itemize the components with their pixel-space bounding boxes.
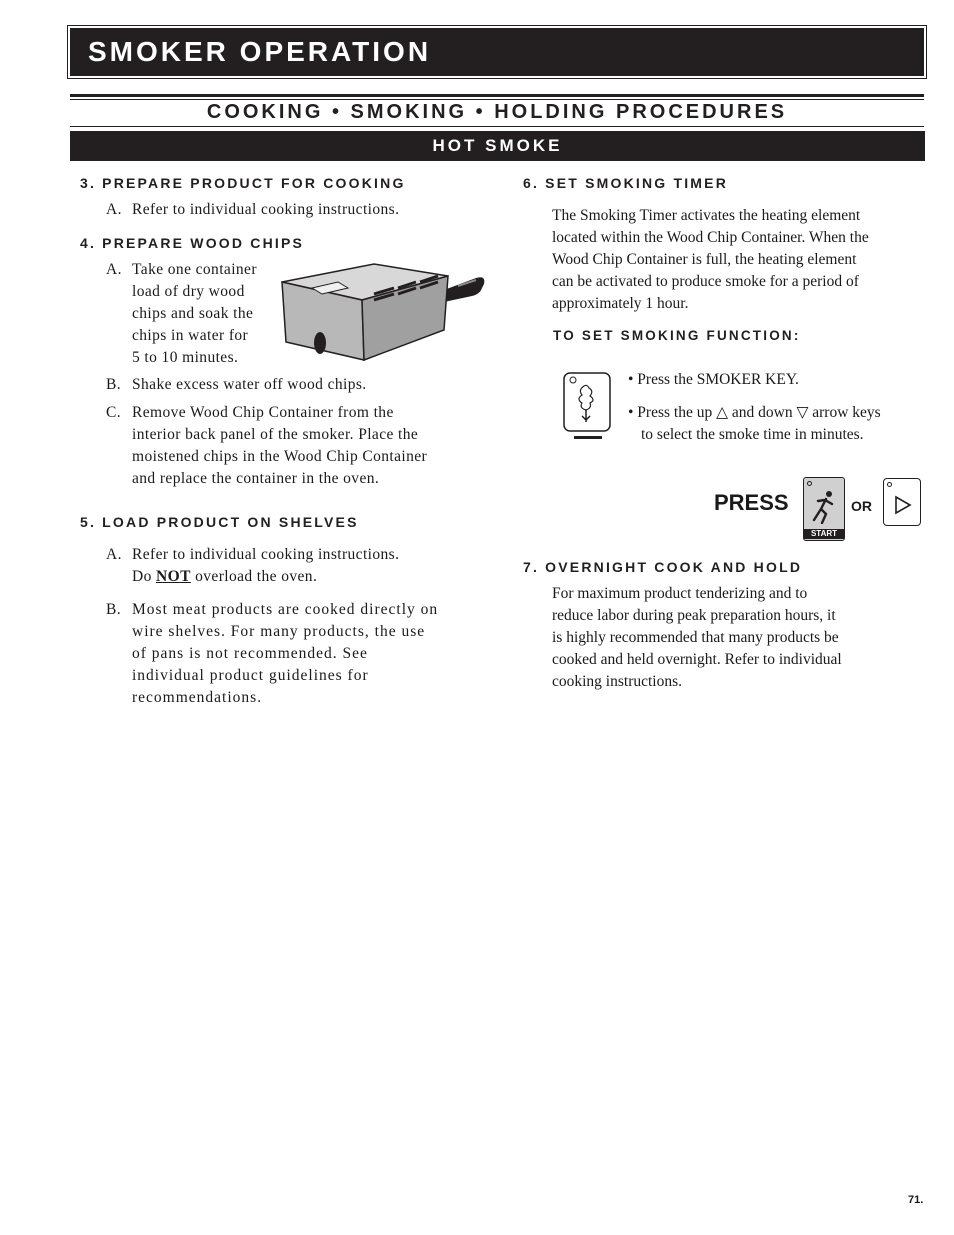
- step-6-line: Wood Chip Container is full, the heating element: [552, 251, 857, 268]
- page-title: SMOKER OPERATION: [88, 36, 432, 67]
- divider-mid: [70, 126, 924, 127]
- step-6-line: The Smoking Timer activates the heating element: [552, 207, 861, 224]
- step-7-line: For maximum product tenderizing and to: [552, 585, 808, 602]
- step-7-title: 7. OVERNIGHT COOK AND HOLD: [523, 559, 803, 575]
- step-4a-line: 5 to 10 minutes.: [132, 349, 239, 366]
- step-4c-line: moistened chips in the Wood Chip Container: [132, 448, 428, 465]
- step-3a-label: A.: [106, 201, 122, 218]
- bullet-arrow-text-b: and down: [731, 404, 793, 421]
- press-label: PRESS: [714, 490, 789, 515]
- step-5b-line: wire shelves. For many products, the use: [132, 623, 426, 640]
- step-6-line: can be activated to produce smoke for a period of: [552, 273, 859, 290]
- start-key[interactable]: [803, 477, 845, 541]
- step-4c-line: Remove Wood Chip Container from the: [132, 404, 394, 421]
- step-5b-line: Most meat products are cooked directly on: [132, 601, 439, 618]
- step-5b-line: of pans is not recommended. See: [132, 645, 368, 662]
- step-4a-label: A.: [106, 261, 122, 278]
- step-4b-label: B.: [106, 376, 122, 393]
- section-heading: COOKING • SMOKING • HOLDING PROCEDURES: [206, 101, 788, 123]
- step-5a-label: A.: [106, 546, 122, 563]
- step-4c-line: and replace the container in the oven.: [132, 470, 380, 487]
- header-bar: [70, 28, 924, 76]
- step-4b-text: Shake excess water off wood chips.: [132, 376, 367, 393]
- step-5a-do: Do: [132, 568, 152, 585]
- step-5a-rest: overload the oven.: [195, 568, 318, 585]
- step-4-title: 4. PREPARE WOOD CHIPS: [80, 235, 305, 251]
- bullet-arrow-text-a: • Press the up: [628, 404, 713, 421]
- step-5b-line: recommendations.: [132, 689, 263, 706]
- step-5-title: 5. LOAD PRODUCT ON SHELVES: [80, 514, 359, 530]
- smoking-function-subtitle: TO SET SMOKING FUNCTION:: [553, 328, 801, 343]
- step-5b-line: individual product guidelines for: [132, 667, 369, 684]
- step-4c-label: C.: [106, 404, 122, 421]
- step-4a-line: Take one container: [132, 261, 257, 278]
- step-5a-not: NOT: [156, 568, 191, 585]
- step-4c-line: interior back panel of the smoker. Place the: [132, 426, 419, 443]
- step-4a-line: chips and soak the: [132, 305, 254, 322]
- right-arrow-key[interactable]: [883, 478, 921, 526]
- bullet-arrow-line2: to select the smoke time in minutes.: [641, 426, 864, 443]
- start-key-led: [807, 481, 812, 486]
- page-number: 71.: [908, 1194, 924, 1206]
- step-6-title: 6. SET SMOKING TIMER: [523, 175, 729, 191]
- step-6-line: located within the Wood Chip Container. When the: [552, 229, 869, 246]
- step-5a-line2: [132, 566, 317, 588]
- right-arrow-key-led: [887, 482, 892, 487]
- step-6-line: approximately 1 hour.: [552, 295, 689, 312]
- hot-smoke-band: HOT SMOKE: [70, 131, 925, 161]
- bullet-arrow-text-c: arrow keys: [812, 404, 881, 421]
- wood-chip-container-illustration: [276, 260, 488, 364]
- step-5b-label: B.: [106, 601, 122, 618]
- smoker-key-icon[interactable]: [562, 370, 614, 442]
- step-7-line: cooking instructions.: [552, 673, 683, 690]
- step-4a-line: chips in water for: [132, 327, 249, 344]
- down-arrow-icon: ▽: [796, 404, 809, 421]
- step-7-line: reduce labor during peak preparation hours, it: [552, 607, 836, 624]
- step-3-title: 3. PREPARE PRODUCT FOR COOKING: [80, 175, 406, 191]
- bullet-press-smoker-key: • Press the SMOKER KEY.: [628, 371, 799, 388]
- start-key-label: START: [804, 529, 844, 539]
- bullet-arrow-keys: [628, 402, 881, 424]
- running-man-icon: [810, 490, 838, 524]
- step-7-line: is highly recommended that many products be: [552, 629, 839, 646]
- play-arrow-icon: [894, 495, 912, 515]
- step-4a-line: load of dry wood: [132, 283, 245, 300]
- divider-top-thin: [70, 99, 924, 100]
- or-label: OR: [851, 498, 872, 514]
- step-5a-line1: Refer to individual cooking instructions.: [132, 546, 400, 563]
- step-7-line: cooked and held overnight. Refer to individual: [552, 651, 842, 668]
- step-3a-text: Refer to individual cooking instructions.: [132, 201, 400, 218]
- up-arrow-icon: △: [716, 404, 729, 421]
- divider-top: [70, 94, 924, 97]
